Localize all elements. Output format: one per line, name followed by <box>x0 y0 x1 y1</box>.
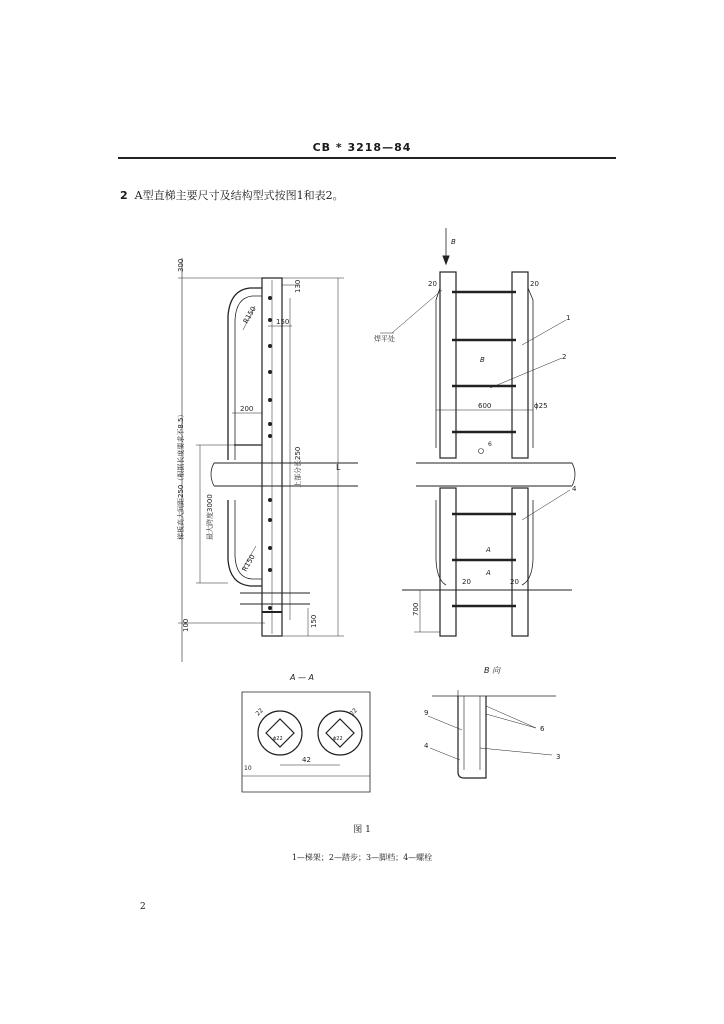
dim-phi-25: ϕ25 <box>534 402 548 410</box>
dim-aa-phi-left: ϕ22 <box>273 736 283 742</box>
callout-weld: 焊平处 <box>374 335 395 343</box>
label-a-bottom: A <box>486 569 491 577</box>
callout-b-4: 4 <box>424 742 429 750</box>
left-vertical-label-2: 最大跨度3000 <box>206 494 214 540</box>
callout-1: 1 <box>566 314 571 322</box>
dim-130: 130 <box>294 279 302 293</box>
callout-b-3: 3 <box>556 753 561 761</box>
dim-20-top-left: 20 <box>428 280 437 288</box>
dim-20-bottom-left: 20 <box>462 578 471 586</box>
dim-bottom-150: 150 <box>310 614 318 628</box>
dim-aa-22-left: 22 <box>254 707 265 718</box>
label-a-top: A <box>486 546 491 554</box>
dim-aa-22-right: 22 <box>348 707 359 718</box>
section-aa-title: A — A <box>290 673 315 682</box>
dim-r-top: R150 <box>241 305 258 325</box>
view-b <box>424 666 560 778</box>
right-front-view <box>374 228 577 636</box>
dim-42: 42 <box>302 756 311 764</box>
figure-legend: 1—梯架；2—踏步；3—脚档；4—螺栓 <box>291 853 433 862</box>
dim-L: L <box>336 463 341 472</box>
view-arrow-b: B <box>451 238 456 246</box>
page-number: 2 <box>140 902 146 912</box>
dim-bottom-100: 100 <box>182 618 190 632</box>
dim-20-top-right: 20 <box>530 280 539 288</box>
section-aa <box>242 673 370 792</box>
callout-4: 4 <box>572 485 577 493</box>
dim-top-300: 300 <box>177 258 185 272</box>
dim-600: 600 <box>478 402 492 410</box>
view-b-title: B 向 <box>484 666 501 675</box>
callout-b-9: 9 <box>424 709 429 717</box>
callout-2: 2 <box>562 353 567 361</box>
callout-b-6: 6 <box>540 725 545 733</box>
left-vertical-label-3: 上部分长250 <box>294 446 302 488</box>
dim-10: 10 <box>244 765 252 772</box>
intro-text: A型直梯主要尺寸及结构型式按图1和表2。 <box>134 189 344 202</box>
dim-700: 700 <box>412 602 420 616</box>
callout-6: 6 <box>488 441 492 448</box>
section-b-label: B <box>480 356 485 364</box>
dim-aa-phi-right: ϕ22 <box>333 736 343 742</box>
dim-20-bottom-right: 20 <box>510 578 519 586</box>
left-vertical-label-1: 梯板高大间距250（根据长度要求不8.5） <box>177 410 185 540</box>
dim-150: 150 <box>276 318 290 326</box>
dim-200: 200 <box>240 405 254 413</box>
intro-number: 2 <box>120 189 128 202</box>
figure-caption: 图 1 <box>353 825 371 835</box>
dim-r-bottom: R150 <box>240 553 257 573</box>
standard-code: CB * 3218—84 <box>312 141 412 154</box>
left-side-view <box>176 258 358 662</box>
